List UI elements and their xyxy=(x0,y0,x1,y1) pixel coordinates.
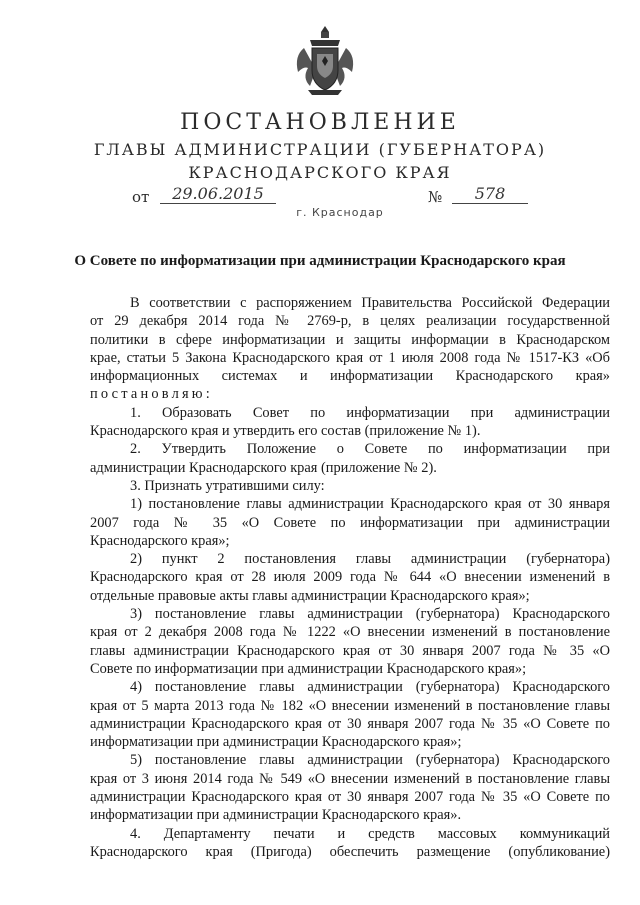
doc-type-heading: ПОСТАНОВЛЕНИЕ xyxy=(180,110,460,135)
document-number: 578 xyxy=(452,184,528,204)
body-line: информатизации при администрации Краснодарского края»; xyxy=(90,734,462,751)
body-line: политики в сфере информатизации и защиты информации в Краснодарском xyxy=(90,331,610,348)
body-line: 3) постановление главы администрации (губернатора) Краснодарского xyxy=(130,606,610,623)
body-line: 4. Департаменту печати и средств массовых коммуникаций xyxy=(130,825,610,842)
body-line: 1) постановление главы администрации Краснодарского края от 30 января xyxy=(130,496,610,513)
body-line: от 29 декабря 2014 года № 2769-р, в целях реализации государственной xyxy=(90,313,610,330)
body-line: Совете по информатизации при администрации Краснодарского края»; xyxy=(90,660,527,677)
body-line: края от 5 марта 2013 года № 182 «О внесении изменений в постановление главы xyxy=(90,697,610,714)
body-line: 2. Утвердить Положение о Совете по информатизации при xyxy=(130,441,610,458)
body-line: 5) постановление главы администрации (губернатора) Краснодарского xyxy=(130,752,610,769)
document-body xyxy=(90,294,610,861)
body-line: Краснодарского края и утвердить его состав (приложение № 1). xyxy=(90,423,481,440)
body-line: 4) постановление главы администрации (губернатора) Краснодарского xyxy=(130,679,610,696)
body-line: Краснодарского края»; xyxy=(90,532,230,549)
document-title: О Совете по информатизации при администрации Краснодарского края xyxy=(74,253,566,269)
body-line: главы администрации Краснодарского края от 30 января 2007 года № 35 «О xyxy=(90,642,610,659)
date-prefix: от xyxy=(132,188,150,206)
number-prefix: № xyxy=(428,188,443,206)
body-line: края от 2 декабря 2008 года № 1222 «О внесении изменений в постановление xyxy=(90,624,610,641)
body-line: отдельные правовые акты главы администрации Краснодарского края»; xyxy=(90,587,530,604)
body-line: В соответствии с распоряжением Правительства Российской Федерации xyxy=(130,295,610,311)
body-line: информатизации при администрации Краснодарского края». xyxy=(90,807,462,824)
body-line: администрации Краснодарского края от 30 января 2007 года № 35 «О Совете по xyxy=(90,715,610,732)
body-line: постановляю: xyxy=(90,386,213,403)
document-date: 29.06.2015 xyxy=(160,184,276,204)
body-line: администрации Краснодарского края от 30 января 2007 года № 35 «О Совете по xyxy=(90,789,610,806)
body-line: крае, статьи 5 Закона Краснодарского края от 1 июля 2008 года № 1517-КЗ «Об xyxy=(90,349,610,366)
body-line: 1. Образовать Совет по информатизации при администрации xyxy=(130,404,610,421)
body-line: администрации Краснодарского края (приложение № 2). xyxy=(90,459,437,476)
region-heading: КРАСНОДАРСКОГО КРАЯ xyxy=(188,163,452,182)
body-line: 2007 года № 35 «О Совете по информатизации при администрации xyxy=(90,514,610,531)
coat-of-arms-emblem xyxy=(290,22,360,98)
body-line: края от 3 июня 2014 года № 549 «О внесении изменений в постановление главы xyxy=(90,770,610,787)
city-label: г. Краснодар xyxy=(296,206,384,219)
body-line: 3. Признать утратившими силу: xyxy=(130,477,325,494)
body-line: Краснодарского края от 28 июля 2009 года № 644 «О внесении изменений в xyxy=(90,569,610,586)
issuer-heading: ГЛАВЫ АДМИНИСТРАЦИИ (ГУБЕРНАТОРА) xyxy=(93,140,547,159)
body-line: Краснодарского края (Пригода) обеспечить размещение (опубликование) xyxy=(90,843,610,860)
body-line: 2) пункт 2 постановления главы администрации (губернатора) xyxy=(130,551,610,568)
body-line: информационных системах и информатизации Краснодарского края» xyxy=(90,368,610,385)
